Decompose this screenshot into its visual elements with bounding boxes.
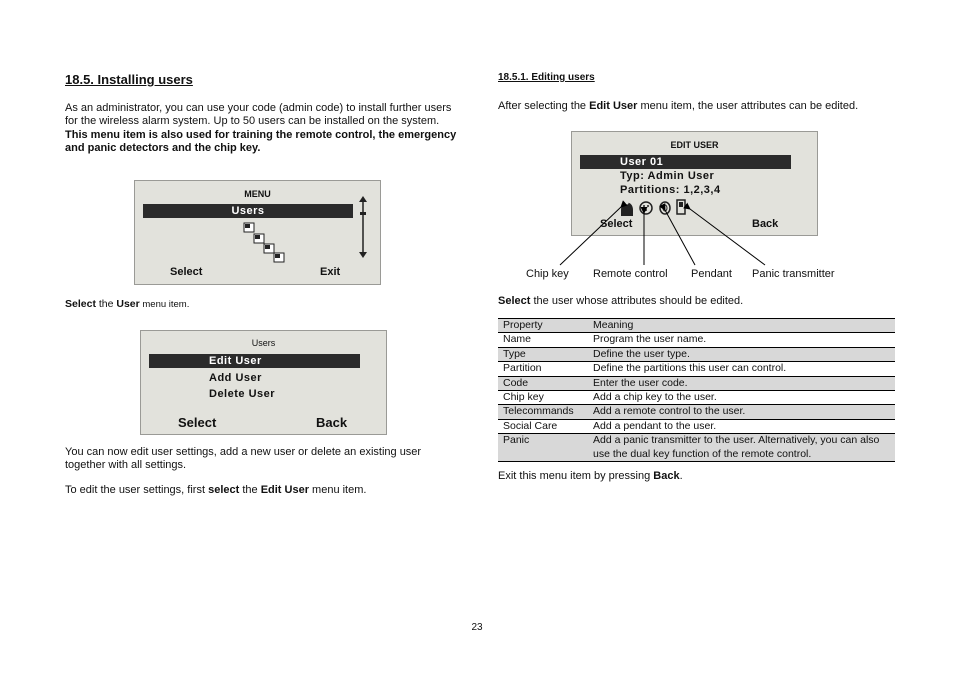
exit-back: Back: [653, 470, 680, 482]
table-row: [498, 434, 895, 462]
table-cell: Add a panic transmitter to the user. Alternatively, you can also use the dual key function of the remote control.: [588, 434, 895, 462]
user-options-paragraph: You can now edit user settings, add a new user or delete an existing user together with all settings.: [65, 446, 422, 472]
table-cell: Enter the user code.: [588, 376, 895, 390]
edit-back-softkey: Back: [752, 218, 779, 230]
menu-item-add-user: Add User: [209, 372, 262, 384]
users-stacked-icon: [240, 221, 300, 267]
editing-intro: [498, 100, 898, 113]
table-cell: Property: [498, 319, 588, 333]
scrollbar-icon: [357, 196, 369, 258]
caption-user: User: [116, 298, 140, 310]
table-cell: Add a remote control to the user.: [588, 405, 895, 419]
exit-a: Exit this menu item by pressing: [498, 470, 654, 482]
editing-intro-bold: Edit User: [589, 100, 638, 112]
table-cell: Social Care: [498, 419, 588, 433]
editing-intro-c: menu item, the user attributes can be edited.: [637, 100, 859, 112]
select-user-caption: [65, 298, 189, 310]
edit-instr-a: To edit the user settings, first: [65, 484, 209, 496]
edit-instr-c: the: [239, 484, 261, 496]
table-row: [498, 333, 895, 347]
table-cell: Add a chip key to the user.: [588, 391, 895, 405]
menu-item-edit-user: Edit User: [209, 355, 262, 367]
table-row: [498, 419, 895, 433]
property-table: [498, 318, 895, 462]
menu-exit-softkey: Exit: [320, 266, 341, 278]
select-bold: Select: [498, 295, 531, 307]
caption-the: the: [95, 298, 117, 310]
edit-highlight-bar: [580, 155, 791, 169]
edit-instr-select: select: [208, 484, 240, 496]
users-back-softkey: Back: [316, 415, 348, 430]
callout-chip-key: Chip key: [526, 268, 569, 280]
table-row: [498, 405, 895, 419]
table-row: [498, 347, 895, 361]
table-cell: Program the user name.: [588, 333, 895, 347]
menu-select-softkey: Select: [170, 266, 203, 278]
menu-screen-title: MENU: [244, 189, 271, 199]
edit-line-type: Typ: Admin User: [620, 170, 715, 182]
menu-item-delete-user: Delete User: [209, 388, 276, 400]
callout-pendant: Pendant: [691, 268, 732, 280]
users-screen-title: Users: [251, 338, 276, 348]
page-number: 23: [471, 622, 483, 633]
subsection-heading: 18.5.1. Editing users: [498, 72, 595, 83]
edit-line-partitions: Partitions: 1,2,3,4: [620, 184, 721, 196]
users-screen: [140, 330, 387, 435]
table-cell: Type: [498, 347, 588, 361]
edit-instruction-paragraph: [65, 484, 455, 497]
table-cell: Define the user type.: [588, 347, 895, 361]
table-row: [498, 319, 895, 333]
table-cell: Code: [498, 376, 588, 390]
table-row: [498, 391, 895, 405]
callout-arrows: [540, 195, 770, 270]
editing-intro-a: After selecting the: [498, 100, 590, 112]
users-select-softkey: Select: [178, 415, 217, 430]
table-row: [498, 376, 895, 390]
exit-c: .: [679, 470, 683, 482]
exit-sentence: [498, 470, 683, 483]
intro-bold-text: This menu item is also used for training the remote control, the emergency and panic detectors and the chip key.: [65, 128, 457, 155]
section-heading: 18.5. Installing users: [65, 72, 193, 87]
select-user-sentence: [498, 295, 743, 308]
caption-select: Select: [65, 298, 96, 310]
callout-remote-control: Remote control: [593, 268, 668, 280]
table-cell: Define the partitions this user can control.: [588, 362, 895, 376]
callout-panic-transmitter: Panic transmitter: [752, 268, 835, 280]
caption-rest: menu item.: [139, 299, 190, 310]
table-cell: Add a pendant to the user.: [588, 419, 895, 433]
intro-text: As an administrator, you can use your code (admin code) to install further users for the wireless alarm system. Up to 50 users can be installed on the system.: [65, 102, 452, 128]
table-cell: Name: [498, 333, 588, 347]
menu-screen: [134, 180, 381, 285]
table-cell: Telecommands: [498, 405, 588, 419]
select-rest: the user whose attributes should be edited.: [530, 295, 744, 307]
table-cell: Panic: [498, 434, 588, 462]
table-cell: Partition: [498, 362, 588, 376]
edit-select-softkey: Select: [600, 218, 633, 230]
edit-instr-e: menu item.: [308, 484, 367, 496]
edit-instr-edit-user: Edit User: [260, 484, 309, 496]
edit-screen-title: EDIT USER: [670, 140, 719, 150]
menu-highlight-users: Users: [143, 204, 353, 218]
edit-line-user: User 01: [620, 156, 664, 168]
intro-paragraph: [65, 102, 457, 156]
table-cell: Chip key: [498, 391, 588, 405]
table-cell: Meaning: [588, 319, 895, 333]
table-row: [498, 362, 895, 376]
